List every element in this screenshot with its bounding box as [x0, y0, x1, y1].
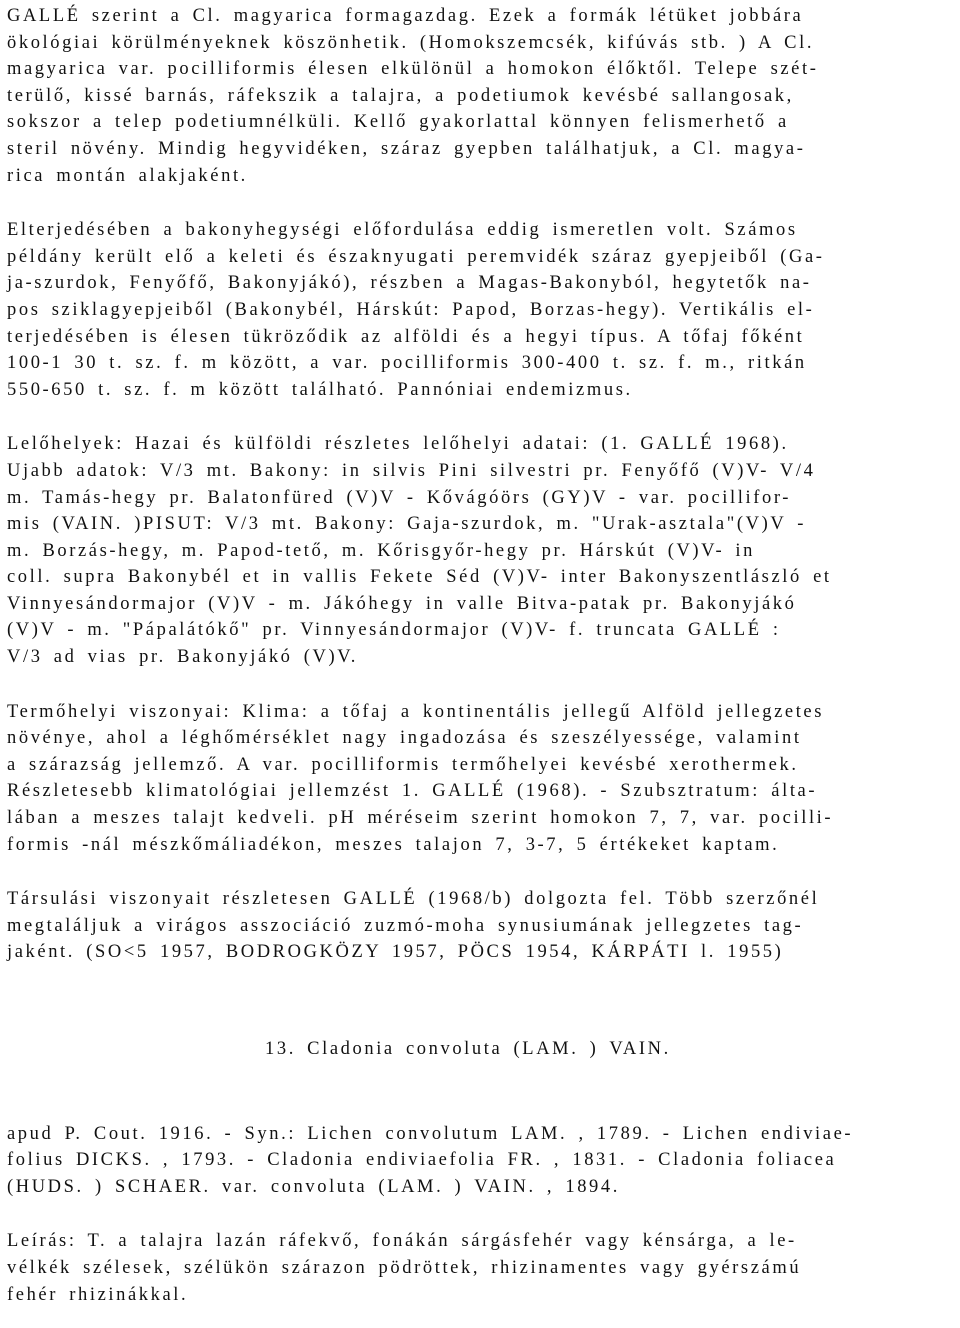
text-line: Leírás: T. a talajra lazán ráfekvő, fonákán sárgásfehér vagy kénsárga, a le-: [7, 1231, 797, 1252]
text-line: példány került elő a keleti és északnyugati peremvidék száraz gyepjeiből (Ga-: [7, 246, 825, 267]
paragraph-associations: [7, 886, 953, 966]
paragraph-forms: [7, 3, 953, 189]
text-line: Lelőhelyek: Hazai és külföldi részletes lelőhelyi adatai: (1. GALLÉ 1968).: [7, 434, 789, 455]
text-line: folius DICKS. , 1793. - Cladonia endiviaefolia FR. , 1831. - Cladonia foliacea: [7, 1150, 837, 1171]
text-line: Ujabb adatok: V/3 mt. Bakony: in silvis Pini silvestri pr. Fenyőfő (V)V- V/4: [7, 460, 816, 481]
text-line: megtaláljuk a virágos asszociáció zuzmó-moha synusiumának jellegzetes tag-: [7, 915, 804, 936]
species-heading: 13. Cladonia convoluta (LAM. ) VAIN.: [265, 1039, 671, 1059]
text-line: V/3 ad vias pr. Bakonyjákó (V)V.: [7, 647, 359, 668]
text-line: ja-szurdok, Fenyőfő, Bakonyjákó), részben a Magas-Bakonyból, hegytetők na-: [7, 273, 812, 294]
text-line: Elterjedésében a bakonyhegységi előfordulása eddig ismeretlen volt. Számos: [7, 220, 798, 241]
text-line: lában a meszes talajt kedveli. pH méréseim szerint homokon 7, 7, var. pocilli-: [7, 808, 834, 829]
text-line: coll. supra Bakonybél et in vallis Fekete Séd (V)V- inter Bakonyszentlászló et: [7, 567, 832, 588]
text-line: Vinnyesándormajor (V)V - m. Jákóhegy in valle Bitva-patak pr. Bakonyjákó: [7, 593, 797, 614]
text-line: formis -nál mészkőmáliadékon, meszes talajon 7, 3-7, 5 értékeket kaptam.: [7, 834, 780, 855]
paragraph-localities: [7, 431, 953, 670]
text-line: mis (VAIN. )PISUT: V/3 mt. Bakony: Gaja-szurdok, m. "Urak-asztala"(V)V -: [7, 514, 806, 535]
text-line: növénye, ahol a léghőmérséklet nagy ingadozása és szeszélyessége, valamint: [7, 728, 802, 749]
text-line: apud P. Cout. 1916. - Syn.: Lichen convolutum LAM. , 1789. - Lichen endiviae-: [7, 1123, 854, 1144]
text-line: Részletesebb klimatológiai jellemzést 1. GALLÉ (1968). - Szubsztratum: álta-: [7, 781, 818, 802]
text-line: m. Tamás-hegy pr. Balatonfüred (V)V - Kővágóörs (GY)V - var. pocillifor-: [7, 487, 791, 508]
text-line: terülő, kissé barnás, ráfekszik a talajra, a podetiumok kevésbé sallangosak,: [7, 85, 794, 106]
text-line: jaként. (SO<5 1957, BODROGKÖZY 1957, PÖCS 1954, KÁRPÁTI l. 1955): [7, 942, 784, 963]
text-line: rica montán alakjaként.: [7, 165, 248, 186]
text-line: m. Borzás-hegy, m. Papod-tető, m. Kőrisgyőr-hegy pr. Hárskút (V)V- in: [7, 540, 756, 561]
text-line: 100-1 30 t. sz. f. m között, a var. pocilliformis 300-400 t. sz. f. m., ritkán: [7, 353, 807, 374]
text-line: (V)V - m. "Pápalátókő" pr. Vinnyesándormajor (V)V- f. truncata GALLÉ :: [7, 620, 781, 641]
paragraph-habitat: [7, 699, 953, 859]
text-line: sokszor a telep podetiumnélküli. Kellő gyakorlattal könnyen felismerhető a: [7, 112, 789, 133]
text-line: magyarica var. pocilliformis élesen elkülönül a homokon élőktől. Telepe szét-: [7, 59, 819, 80]
text-line: vélkék szélesek, szélükön szárazon pödröttek, rhizinamentes vagy gyérszámú: [7, 1257, 802, 1278]
text-line: a szárazság jellemző. A var. pocilliformis termőhelyei kevésbé xerothermek.: [7, 754, 799, 775]
text-line: (HUDS. ) SCHAER. var. convoluta (LAM. ) VAIN. , 1894.: [7, 1176, 620, 1197]
text-line: GALLÉ szerint a Cl. magyarica formagazdag. Ezek a formák létüket jobbára: [7, 6, 804, 26]
paragraph-description: [7, 1228, 953, 1308]
text-line: pos sziklagyepjeiből (Bakonybél, Hárskút: Papod, Borzas-hegy). Vertikális el-: [7, 299, 815, 320]
text-line: steril növény. Mindig hegyvidéken, száraz gyepben találhatjuk, a Cl. magya-: [7, 138, 806, 159]
text-line: ökológiai körülményeknek köszönhetik. (Homokszemcsék, kifúvás stb. ) A Cl.: [7, 32, 815, 53]
text-line: Termőhelyi viszonyai: Klima: a tőfaj a kontinentális jellegű Alföld jellegzetes: [7, 701, 825, 722]
text-line: terjedésében is élesen tükröződik az alföldi és a hegyi típus. A tőfaj főként: [7, 326, 805, 347]
text-line: Társulási viszonyait részletesen GALLÉ (1968/b) dolgozta fel. Több szerzőnél: [7, 889, 820, 910]
paragraph-synonyms: [7, 1121, 953, 1201]
document-page: [7, 0, 953, 1308]
paragraph-distribution: [7, 217, 953, 403]
text-line: 550-650 t. sz. f. m között található. Pannóniai endemizmus.: [7, 379, 633, 400]
text-line: fehér rhizinákkal.: [7, 1284, 189, 1305]
